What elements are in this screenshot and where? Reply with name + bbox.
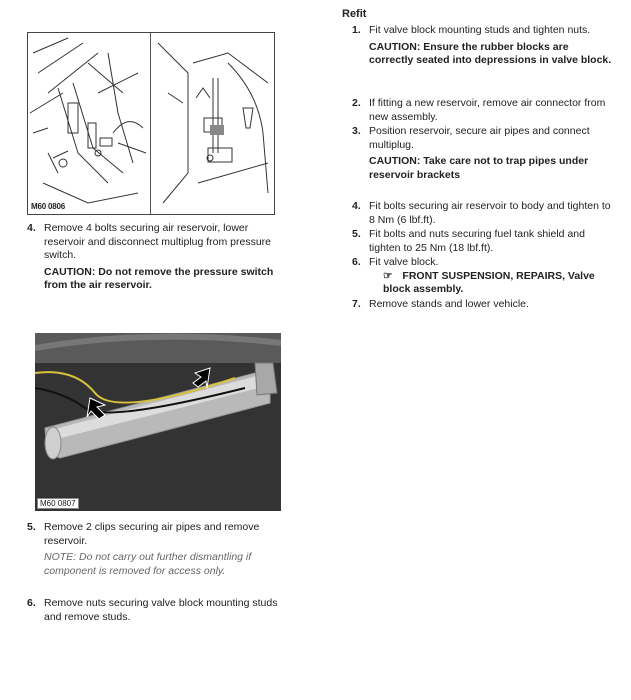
step-text: Fit valve block mounting studs and tighten nuts. <box>369 24 591 36</box>
step-text: Position reservoir, secure air pipes and connect multiplug. <box>369 125 590 151</box>
step-text: Fit bolts and nuts securing fuel tank shield and tighten to 25 Nm (18 lbf.ft). <box>369 228 585 254</box>
step-text: Remove nuts securing valve block mounting studs and remove studs. <box>44 597 278 623</box>
refit-step-4 <box>352 200 614 227</box>
refit-step-5 <box>352 228 614 255</box>
step-number: 3. <box>352 125 361 137</box>
figure-m60-0806 <box>27 32 275 215</box>
step-number: 1. <box>352 24 361 36</box>
cross-reference[interactable] <box>369 270 614 297</box>
suspension-line-drawing <box>28 33 274 214</box>
figure-m60-0807 <box>35 333 281 511</box>
figure-label: M60 0807 <box>37 498 79 509</box>
step-text: Remove 2 clips securing air pipes and remove reservoir. <box>44 521 260 547</box>
pointing-hand-icon: ☞ <box>383 269 393 282</box>
step-6 <box>27 597 289 624</box>
step-text: Remove stands and lower vehicle. <box>369 298 529 310</box>
figure-label: M60 0806 <box>31 202 65 211</box>
air-reservoir-photo <box>35 333 281 511</box>
step-number: 4. <box>352 200 361 212</box>
caution-text: CAUTION: Ensure the rubber blocks are correctly seated into depressions in valve block. <box>369 40 612 66</box>
note-text: NOTE: Do not carry out further dismantling if component is removed for access only. <box>44 551 252 577</box>
caution-text: CAUTION: Do not remove the pressure switch from the air reservoir. <box>44 265 274 291</box>
step-number: 5. <box>27 521 36 533</box>
step-text: Fit valve block. <box>369 256 439 268</box>
panel-divider <box>150 33 151 214</box>
step-5 <box>27 521 289 578</box>
step-number: 7. <box>352 298 361 310</box>
step-text: If fitting a new reservoir, remove air connector from new assembly. <box>369 97 606 123</box>
refit-step-7 <box>352 298 614 312</box>
refit-step-2 <box>352 97 612 124</box>
step-number: 6. <box>27 597 36 609</box>
step-number: 6. <box>352 256 361 268</box>
refit-heading: Refit <box>342 8 367 20</box>
refit-step-1 <box>352 24 612 68</box>
step-number: 4. <box>27 222 36 234</box>
caution-text: CAUTION: Take care not to trap pipes under reservoir brackets <box>369 155 589 181</box>
reference-link[interactable]: FRONT SUSPENSION, REPAIRS, Valve block assembly. <box>383 269 595 295</box>
step-number: 5. <box>352 228 361 240</box>
step-4 <box>27 222 277 293</box>
refit-step-3 <box>352 125 612 182</box>
step-number: 2. <box>352 97 361 109</box>
step-text: Remove 4 bolts securing air reservoir, lower reservoir and disconnect multiplug from pressure switch. <box>44 222 272 261</box>
refit-step-6 <box>352 256 614 297</box>
step-text: Fit bolts securing air reservoir to body and tighten to 8 Nm (6 lbf.ft). <box>369 200 611 226</box>
